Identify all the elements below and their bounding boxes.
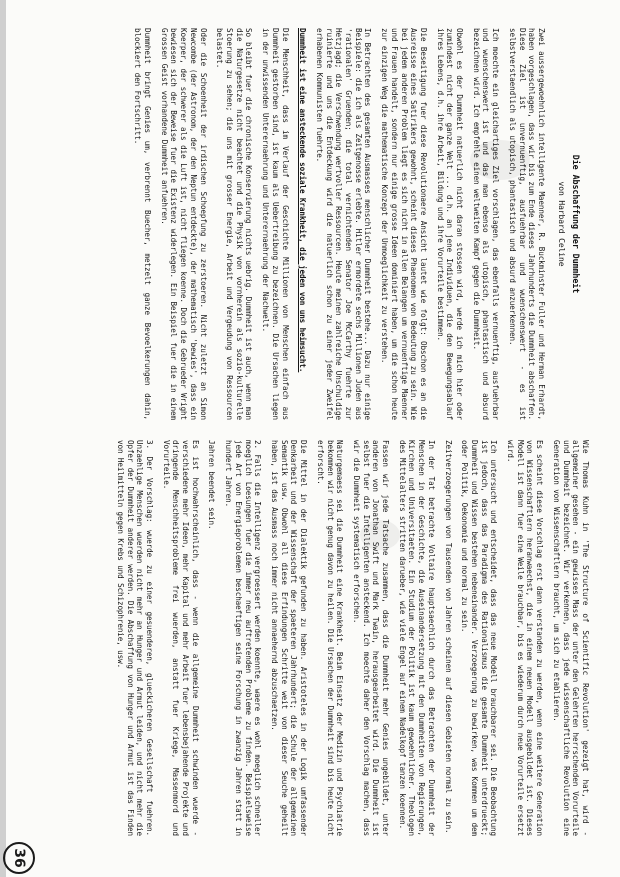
paragraph: Zwei aussergewoehnlich intelligente Maenner, R. Buckminster Fuller und Herman Erhardt, haben vorgeschlagen, dass wir bis zum Ende dieses Jahrhunderts die Dummheit abschaffen. Diese Ziel ist unvernuenftig, ausfuehrbar und wuenschenswert - es ist selbstverstaendlich als utopisch, phantastisch und absurd anzuerkennen. (507, 28, 546, 420)
paragraph: Wie Thomas Kuhn in 'The Structure of Scientific Revolution' gezeigt hat, wird - allgemeiner gesehen - ein gewisses Mass der unter den Gelehrten herrschenden Vorurteile und Dummheit bezeichnet. Wir verkennen, dass jede wissenschaftliche Revolution eine Generation von Wissenschaftlern braucht, um sich zu etablieren. (551, 440, 590, 836)
paragraph: 3. Der Vorschlag: wuerde zu einer gesuenderen, glueckicheren Gesellschaft fuehren. Unzaehlige Menschen wuerden nicht mehr an Hunger und Armut leiden, und nicht mehr die Opfer der Dummheit anderer werden. Die Abschaffung von Hunger und Armut ist das Finden von Heilmitteln gegen Krebs und Schizophrenie, usw. (115, 440, 154, 836)
paragraph: In der Tat betrachte Voltaire hauptsaechlich durch das Betrachten der Dummheit der Menschen in der Geschichte, die Auseinandersetzung mit den Dummheiten von Regierungen, Kirchen und Universitaeten. Ein Studium der Politik ist kaum gewoehnlicher. Theologen des Mittelalters stritten darueber, wie viele Engel auf einem Nadelkopf tanzen koennen. (397, 440, 436, 836)
paragraph: Zeitverzoegerungen von Tausenden von Jahren scheinen auf diesen Gebieten normal zu sein. (443, 440, 453, 834)
paragraph: Naturgemaess sei die Dummheit eine Krankheit. Beim Einsatz der Medizin und Psychiatrie bekommen wir nicht genug davon zu heilen. Die Ursachen der Dummheit sind bis heute nicht erforscht. (315, 440, 345, 836)
right-column (30, 440, 590, 836)
article-author: von Harbard Celine (557, 181, 566, 267)
paragraph: 2. Falls die Intelligenz vergroessert werden koennte, waere es wohl moeglich schneller moeglich Loesungen fuer die immer neu auftretenden Probleme zu finden. Beispielsweise jede Art von Energieproblemen beschaeftigen seine Forschung in zwanzig Jahren statt in hundert Jahren. (224, 440, 263, 836)
paragraph: Ich moechte ein gleichartiges Ziel vorschlagen, das ebenfalls vernuenftig, ausfuehrbar und wuenschenswert ist und das man ebenso als utopisch, phantastisch und absurd bezeichnen wird. Ich empfehle einen weltweiten Kampf gegen die Dummheit. (471, 28, 501, 420)
paragraph: Dummheit bringt Genies um, verbrennt Buecher, metzelt ganze Bevoelkerungen dahin, blockiert den Fortschritt. (133, 28, 153, 420)
binding-edge (0, 0, 6, 877)
paragraph: Oder die Schoenheit der irdischen Schoepfung zu zerstoeren. Nicht zuletzt an Simon Newcombe (der Astronom, der den Neptun entdeckte), der mathematisch 'bewies', dass ein Koerper, der schwerer als die Luft ist, nicht fliegen koenne. Doch die Gebrueder Wright bewiesen sich der Beweise fuer die Existenz widerlegen. Ein Beispiel fuer die in einem Grossen Geist vorhandene Dummheit anfuehren. (159, 28, 208, 420)
paragraph: Obwohl es der Dummheit natuerlich nicht daran stossen wird, werde ich mich hier oder zumindest nicht der ganze Welt ... d.h. an jene Individuen, die den Bewegungsablauf ihres Lebens, d.h. ihre Arbeit, Bildung und ihre Vorurteile bestimmen. (435, 28, 465, 420)
emphasized-statement: Dummheit ist eine ansteckende soziale Krankheit, die jeden von uns heimsucht. (298, 28, 308, 373)
paragraph: In Betrachten des gesamten Ausmasses menschlicher Dummheit bestehe... Dazu nur einige Beispiele: die ich als Zeitgenosse erlebte. Hitler ermordete sechs Millionen Juden aus 'rationalen' Gruenden; die total vernichtenden Senator Joe McCarthy fuehrte zur Hetzjagd; die Verschwendung wertvoller Ressourcen. Heute meinen zahlreiche Unschuldige ruinierte und uns die Entdeckung wird die natuerlich schon zu einer jeder Zweifel erhabenen Kommunisten fuehrte. (314, 28, 373, 420)
paragraph: Die Mittel in der Dialektik gefunden zu haben. Aristoteles in der Logik umfassender Denkarbeit und der Wissenschaft der spaeteren Jahrhundert; die Schule der allgemeinen Semantik usw. Obwohl all diese Erfindungen Schritte weit von dieser Seuche geheilt haben, ist das Ausmass noch immer nicht annaehernd abzuschaetzen. (270, 440, 309, 836)
paragraph: Die Menschheit, dass im Verlauf der Geschichte Millionen von Menschen einfach aus Dummheit gestorben sind, ist kaum als Uebertreibung zu bezeichnen. Die Ursachen liegen in der unwissenden Unterernaehrung und Unterernaehrung der Nachwelt. (261, 28, 290, 420)
paragraph: Jahren beendet sein. (207, 440, 217, 530)
paragraph: Die Beseitigung fuer diese Revolutionaere Ansicht lautet wie folgt: Obschon es an die Ausreisse eines Satirikers gewohnt, scheint dieses Phaenomen von Bedeutung zu sein. Wie bei jedem anderen Problem liegt es sich nicht in allen Belangen um vernuenftige Maenner und Frauen handelt, sondern nur einige grosse Ideen dominiert haben, um die schon heute zur einzigen Weg die mathematische Konzept der Unmoeglichkeit zu verstehen. (380, 28, 428, 420)
paragraph: Ich untersucht und entscheidet, dass das neue Modell brauchbarer sei. Die Beobachtung ist jedoch, dass das Paradigma des Rationalismus die gesamte Dummheit unterdrueckt; Dummheit und Wissen bestehen nebeneinander. Verzoegerung zu bewirken, was Kommen um dem oder Politik, Oekonomie und normal zu sein. (460, 440, 499, 836)
paragraph: Es scheint diese Vorschlag erst dann verstanden zu werden, wenn eine weitere Generation von Wissenschaftlern heranwaechst, die in einem neuen Modell ausgebildet ist. Dieses Modell ist dann fuer eine Weile brauchbar, bis es wiederum durch neue Vorurteile ersetzt wird. (506, 440, 545, 836)
paragraph: Es ist hochwahrscheinlich, dass - wenn die allgemeine Dummheit schwinden wuerde - verschiedene mehr Ideen, mehr Kapital und mehr Arbeit fuer lebensbejahende Projekte und dringende Menschheitsprobleme frei wuerden, anstatt fuer Kriege, Massenmord und Vorurteile. (161, 440, 200, 836)
paragraph: Fassen wir jede Tatsache zusammen, dass die Dummheit mehr Genies ungebildet, unter anderen von Jonathan Swift und Mark Twain, herausgearbeitet wird. Die Dummheit ist selbst fuer die Intelligenten ansteckend. Ich moechte daher den Vorschlag machen, dass wir die Dummheit systematisch erforschen. (351, 440, 391, 836)
rotated-article (30, 28, 590, 848)
article-title: Die Abschaffung der Dummheit (571, 154, 581, 294)
left-column (30, 28, 590, 420)
paragraph: So bleibt fuer die chronische Konservierung nichts uebrig. Dummheit ist auch, wenn man die Naturgesetze nicht beachtet und die Physik von vornherein als sozio-kulturelle Stoerung zu sehen; die uns mit grosser Energie, Arbeit und Vergeudung von Ressourcen belastet. (215, 28, 254, 420)
page-number-badge: 36 (3, 842, 35, 874)
